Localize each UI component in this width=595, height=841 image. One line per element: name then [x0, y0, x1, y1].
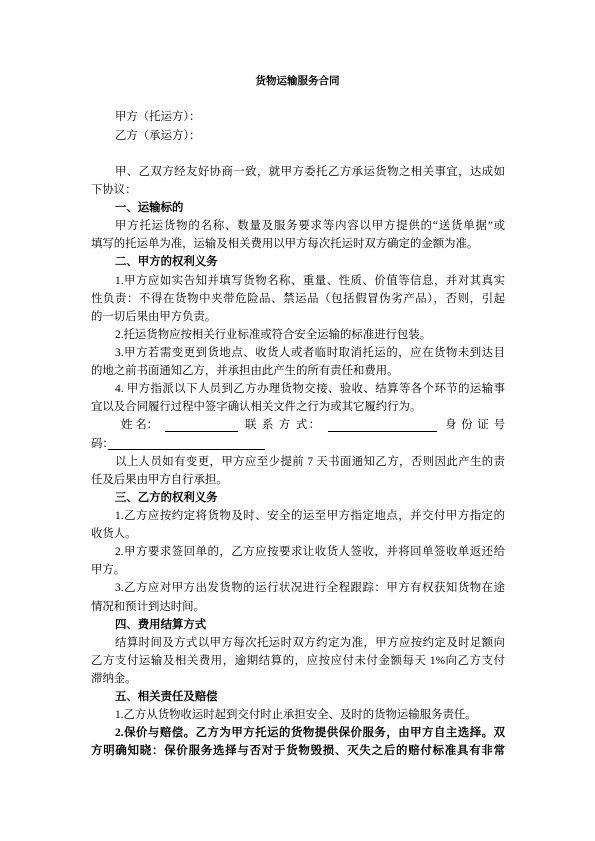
- paragraph-line: 结算时间及方式以甲方每次托运时双方约定为准，甲方应按约定及时足额向: [115, 636, 505, 649]
- paragraph-line: 以上人员如有变更，甲方应至少提前 7 天书面通知乙方，否则因此产生的责: [115, 455, 505, 468]
- section-transport-subject: [91, 199, 505, 253]
- section-settlement: [91, 616, 505, 688]
- paragraph-line: 方明确知晓：保价服务选择与否对于货物毁损、灭失之后的赔付标准具有非常: [91, 745, 505, 758]
- clause: [91, 579, 505, 615]
- clause: [91, 380, 505, 416]
- party-a-label: 甲方（托运方）：: [115, 111, 201, 123]
- section-heading: 二、甲方的权利义务: [115, 256, 218, 269]
- paragraph-line: 3.乙方应对甲方出发货物的运行状况进行全程跟踪：甲方有权获知货物在途: [115, 582, 505, 595]
- paragraph-line: 甲方托运货物的名称、数量及服务要求等内容以甲方提供的“送货单据”或: [115, 220, 505, 233]
- contact-row: [91, 416, 505, 434]
- contact-fields: [91, 416, 505, 452]
- contact-row: [91, 435, 505, 453]
- phone-label: 联 系 方 式：: [245, 419, 320, 432]
- paragraph-line: 收货人。: [91, 528, 137, 541]
- section-liability: [91, 688, 505, 760]
- clause-note: [91, 453, 505, 489]
- paragraph-line: 下协议：: [91, 184, 137, 196]
- phone-blank: [328, 416, 437, 432]
- clause: [91, 543, 505, 579]
- paragraph-line: 的一切后果由甲方负责。: [91, 310, 217, 323]
- section-heading: 三、乙方的权利义务: [115, 491, 218, 504]
- paragraph-line: 甲、乙双方经友好协商一致，就甲方委托乙方承运货物之相关事宜，达成如: [115, 165, 505, 178]
- paragraph-line: 2.托运货物应按相关行业标准或符合安全运输的标准进行包装。: [115, 328, 432, 341]
- paragraph-line: 滞纳金。: [91, 672, 137, 685]
- section-heading: 一、运输标的: [115, 202, 184, 215]
- paragraph-line: 宜以及合同履行过程中签字确认相关文件之行为或其它履约行为。: [91, 401, 422, 414]
- paragraph-line: 1.甲方应如实告知并填写货物名称、重量、性质、价值等信息，并对其真实: [115, 274, 505, 287]
- paragraph-line: 的地之前书面通知乙方，并承担由此产生的所有责任和费用。: [91, 365, 399, 378]
- clause: [91, 724, 505, 760]
- clause: [91, 272, 505, 326]
- clause: [91, 326, 505, 344]
- paragraph-line: 填写的托运单为准，运输及相关费用以甲方每次托运时双方确定的金额为准。: [91, 238, 479, 251]
- id-blank: [108, 435, 265, 451]
- name-label: 姓 名：: [121, 419, 159, 432]
- paragraph-line: 乙方支付运输及相关费用，逾期结算的，应按应付未付金额每天 1%向乙方支付: [91, 654, 505, 667]
- clause: [91, 344, 505, 380]
- clause: [91, 507, 505, 543]
- paragraph-line: 1.乙方从货物收运时起到交付时止承担安全、及时的货物运输服务责任。: [115, 709, 477, 722]
- party-b-label: 乙方（承运方）：: [115, 130, 201, 142]
- section-heading: 五、相关责任及赔偿: [115, 691, 218, 704]
- paragraph-line: 甲方。: [91, 564, 126, 577]
- id-label-end: 码：: [91, 437, 114, 450]
- paragraph-line: 1.乙方应按约定将货物及时、安全的运至甲方指定地点，并交付甲方指定的: [115, 509, 505, 522]
- parties-block: [115, 108, 200, 146]
- paragraph-line: 任及后果由甲方自行承担。: [91, 473, 228, 486]
- paragraph-line: 3.甲方若需变更到货地点、收货人或者临时取消托运的，应在货物未到达目: [115, 346, 505, 359]
- clause: [91, 634, 505, 688]
- paragraph-line: 性负责：不得在货物中夹带危险品、禁运品（包括假冒伪劣产品），否则，引起: [91, 292, 505, 305]
- contract-body: [91, 163, 505, 761]
- paragraph-line: 2.保价与赔偿。乙方为甲方托运的货物提供保价服务，由甲方自主选择。双: [115, 727, 505, 740]
- name-blank: [165, 416, 238, 432]
- section-party-a-rights: [91, 253, 505, 488]
- paragraph-line: 情况和预计到达时间。: [91, 600, 205, 613]
- id-label: 身 份 证 号: [445, 419, 505, 432]
- clause: [91, 706, 505, 724]
- section-party-b-rights: [91, 489, 505, 616]
- paragraph-line: 2.甲方要求签回单的，乙方应按要求让收货人签收，并将回单签收单返还给: [115, 546, 505, 559]
- preamble: [91, 163, 505, 199]
- clause: [91, 217, 505, 253]
- paragraph-line: 4. 甲方指派以下人员到乙方办理货物交接、验收、结算等各个环节的运输事: [115, 383, 505, 396]
- contract-title: 货物运输服务合同: [255, 76, 340, 87]
- section-heading: 四、费用结算方式: [115, 618, 207, 631]
